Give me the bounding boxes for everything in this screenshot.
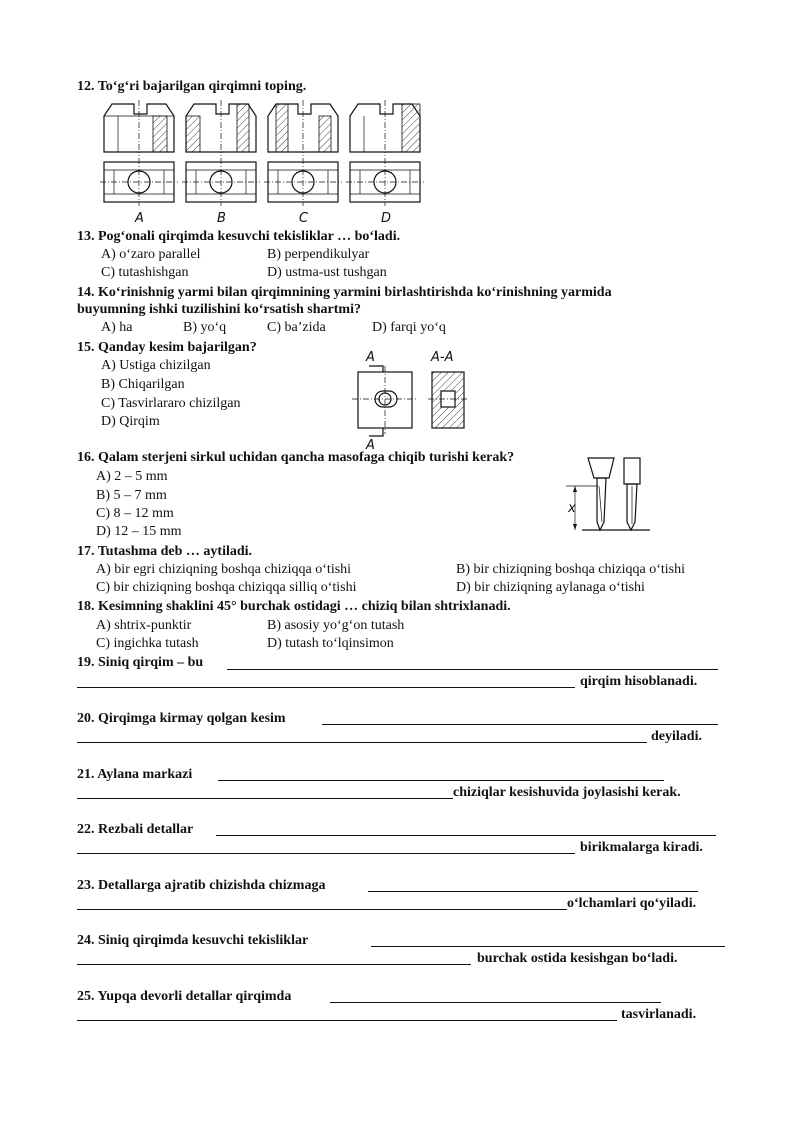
q24-end: burchak ostida kesishgan bo‘ladi.	[477, 951, 678, 966]
q15-label-section: A-A	[431, 350, 454, 365]
q24-blank-line-2[interactable]	[77, 964, 471, 965]
q12-label-b: B	[217, 211, 226, 226]
q18-option-d[interactable]: D) tutash to‘lqinsimon	[267, 636, 394, 651]
q14-option-b[interactable]: B) yo‘q	[183, 320, 227, 335]
q15-label-a-bottom: A	[366, 438, 375, 453]
q24-blank-line-1[interactable]	[371, 946, 725, 947]
q23-blank-line-2[interactable]	[77, 909, 567, 910]
q17-option-b[interactable]: B) bir chiziqning boshqa chiziqqa o‘tishi	[456, 562, 686, 577]
q13-title: 13. Pog‘onali qirqimda kesuvchi tekisliklar … bo‘ladi.	[77, 229, 401, 244]
q25-end: tasvirlanadi.	[621, 1007, 697, 1022]
q20-end: deyiladi.	[651, 729, 702, 744]
q20-start: 20. Qirqimga kirmay qolgan kesim	[77, 711, 286, 726]
q14-option-c[interactable]: C) ba’zida	[267, 320, 326, 335]
q21-blank-line-2[interactable]	[77, 798, 453, 799]
q19-end: qirqim hisoblanadi.	[580, 674, 698, 689]
q16-title: 16. Qalam sterjeni sirkul uchidan qancha masofaga chiqib turishi kerak?	[77, 450, 515, 465]
q22-blank-line-1[interactable]	[216, 835, 716, 836]
q16-option-c[interactable]: C) 8 – 12 mm	[96, 506, 174, 521]
q16-option-b[interactable]: B) 5 – 7 mm	[96, 488, 167, 503]
q12-label-c: C	[299, 211, 309, 226]
q23-end: o‘lchamlari qo‘yiladi.	[567, 896, 697, 911]
q21-blank-line-1[interactable]	[218, 780, 664, 781]
q15-option-c[interactable]: C) Tasvirlararo chizilgan	[101, 396, 241, 411]
q24-start: 24. Siniq qirqimda kesuvchi tekisliklar	[77, 933, 309, 948]
q17-option-a[interactable]: A) bir egri chiziqning boshqa chiziqqa o‘tishi	[96, 562, 352, 577]
q23-blank-line-1[interactable]	[368, 891, 698, 892]
q22-end: birikmalarga kiradi.	[580, 840, 703, 855]
q13-option-c[interactable]: C) tutashishgan	[101, 265, 189, 280]
q21-start: 21. Aylana markazi	[77, 767, 193, 782]
q17-title: 17. Tutashma deb … aytiladi.	[77, 544, 253, 559]
q16-option-a[interactable]: A) 2 – 5 mm	[96, 469, 168, 484]
q14-title-line2: buyumning ishki tuzilishini ko‘rsatish shartmi?	[77, 302, 361, 317]
q18-option-b[interactable]: B) asosiy yo‘g‘on tutash	[267, 618, 405, 633]
q25-blank-line-1[interactable]	[330, 1002, 661, 1003]
q15-title: 15. Qanday kesim bajarilgan?	[77, 340, 257, 355]
q22-blank-line-2[interactable]	[77, 853, 575, 854]
q20-blank-line-1[interactable]	[322, 724, 718, 725]
q22-start: 22. Rezbali detallar	[77, 822, 194, 837]
q25-blank-line-2[interactable]	[77, 1020, 617, 1021]
q19-blank-line-2[interactable]	[77, 687, 575, 688]
q14-option-a[interactable]: A) ha	[101, 320, 133, 335]
q16-dim-label: x	[568, 501, 576, 516]
q18-title: 18. Kesimning shaklini 45° burchak ostidagi … chiziq bilan shtrixlanadi.	[77, 599, 511, 614]
q23-start: 23. Detallarga ajratib chizishda chizmaga	[77, 878, 326, 893]
q21-end: chiziqlar kesishuvida joylasishi kerak.	[453, 785, 681, 800]
q18-option-a[interactable]: A) shtrix-punktir	[96, 618, 192, 633]
q20-blank-line-2[interactable]	[77, 742, 647, 743]
q14-title-line1: 14. Ko‘rinishnig yarmi bilan qirqimnining yarmini birlashtirishda ko‘rinishning yarmida	[77, 285, 612, 300]
q12-title: 12. To‘g‘ri bajarilgan qirqimni toping.	[77, 79, 307, 94]
q14-option-d[interactable]: D) farqi yo‘q	[372, 320, 446, 335]
q12-label-a: A	[135, 211, 144, 226]
q13-option-d[interactable]: D) ustma-ust tushgan	[267, 265, 387, 280]
q19-blank-line-1[interactable]	[227, 669, 718, 670]
q19-start: 19. Siniq qirqim – bu	[77, 655, 204, 670]
q15-option-b[interactable]: B) Chiqarilgan	[101, 377, 185, 392]
q15-option-a[interactable]: A) Ustiga chizilgan	[101, 358, 211, 373]
q17-option-d[interactable]: D) bir chiziqning aylanaga o‘tishi	[456, 580, 645, 595]
q13-option-b[interactable]: B) perpendikulyar	[267, 247, 370, 262]
q25-start: 25. Yupqa devorli detallar qirqimda	[77, 989, 292, 1004]
q12-label-d: D	[381, 211, 392, 226]
q15-label-a-top: A	[366, 350, 375, 365]
q13-option-a[interactable]: A) o‘zaro parallel	[101, 247, 201, 262]
q16-option-d[interactable]: D) 12 – 15 mm	[96, 524, 182, 539]
q16-figure	[0, 0, 800, 540]
q17-option-c[interactable]: C) bir chiziqning boshqa chiziqqa silliq o‘tishi	[96, 580, 357, 595]
q15-option-d[interactable]: D) Qirqim	[101, 414, 160, 429]
q18-option-c[interactable]: C) ingichka tutash	[96, 636, 199, 651]
